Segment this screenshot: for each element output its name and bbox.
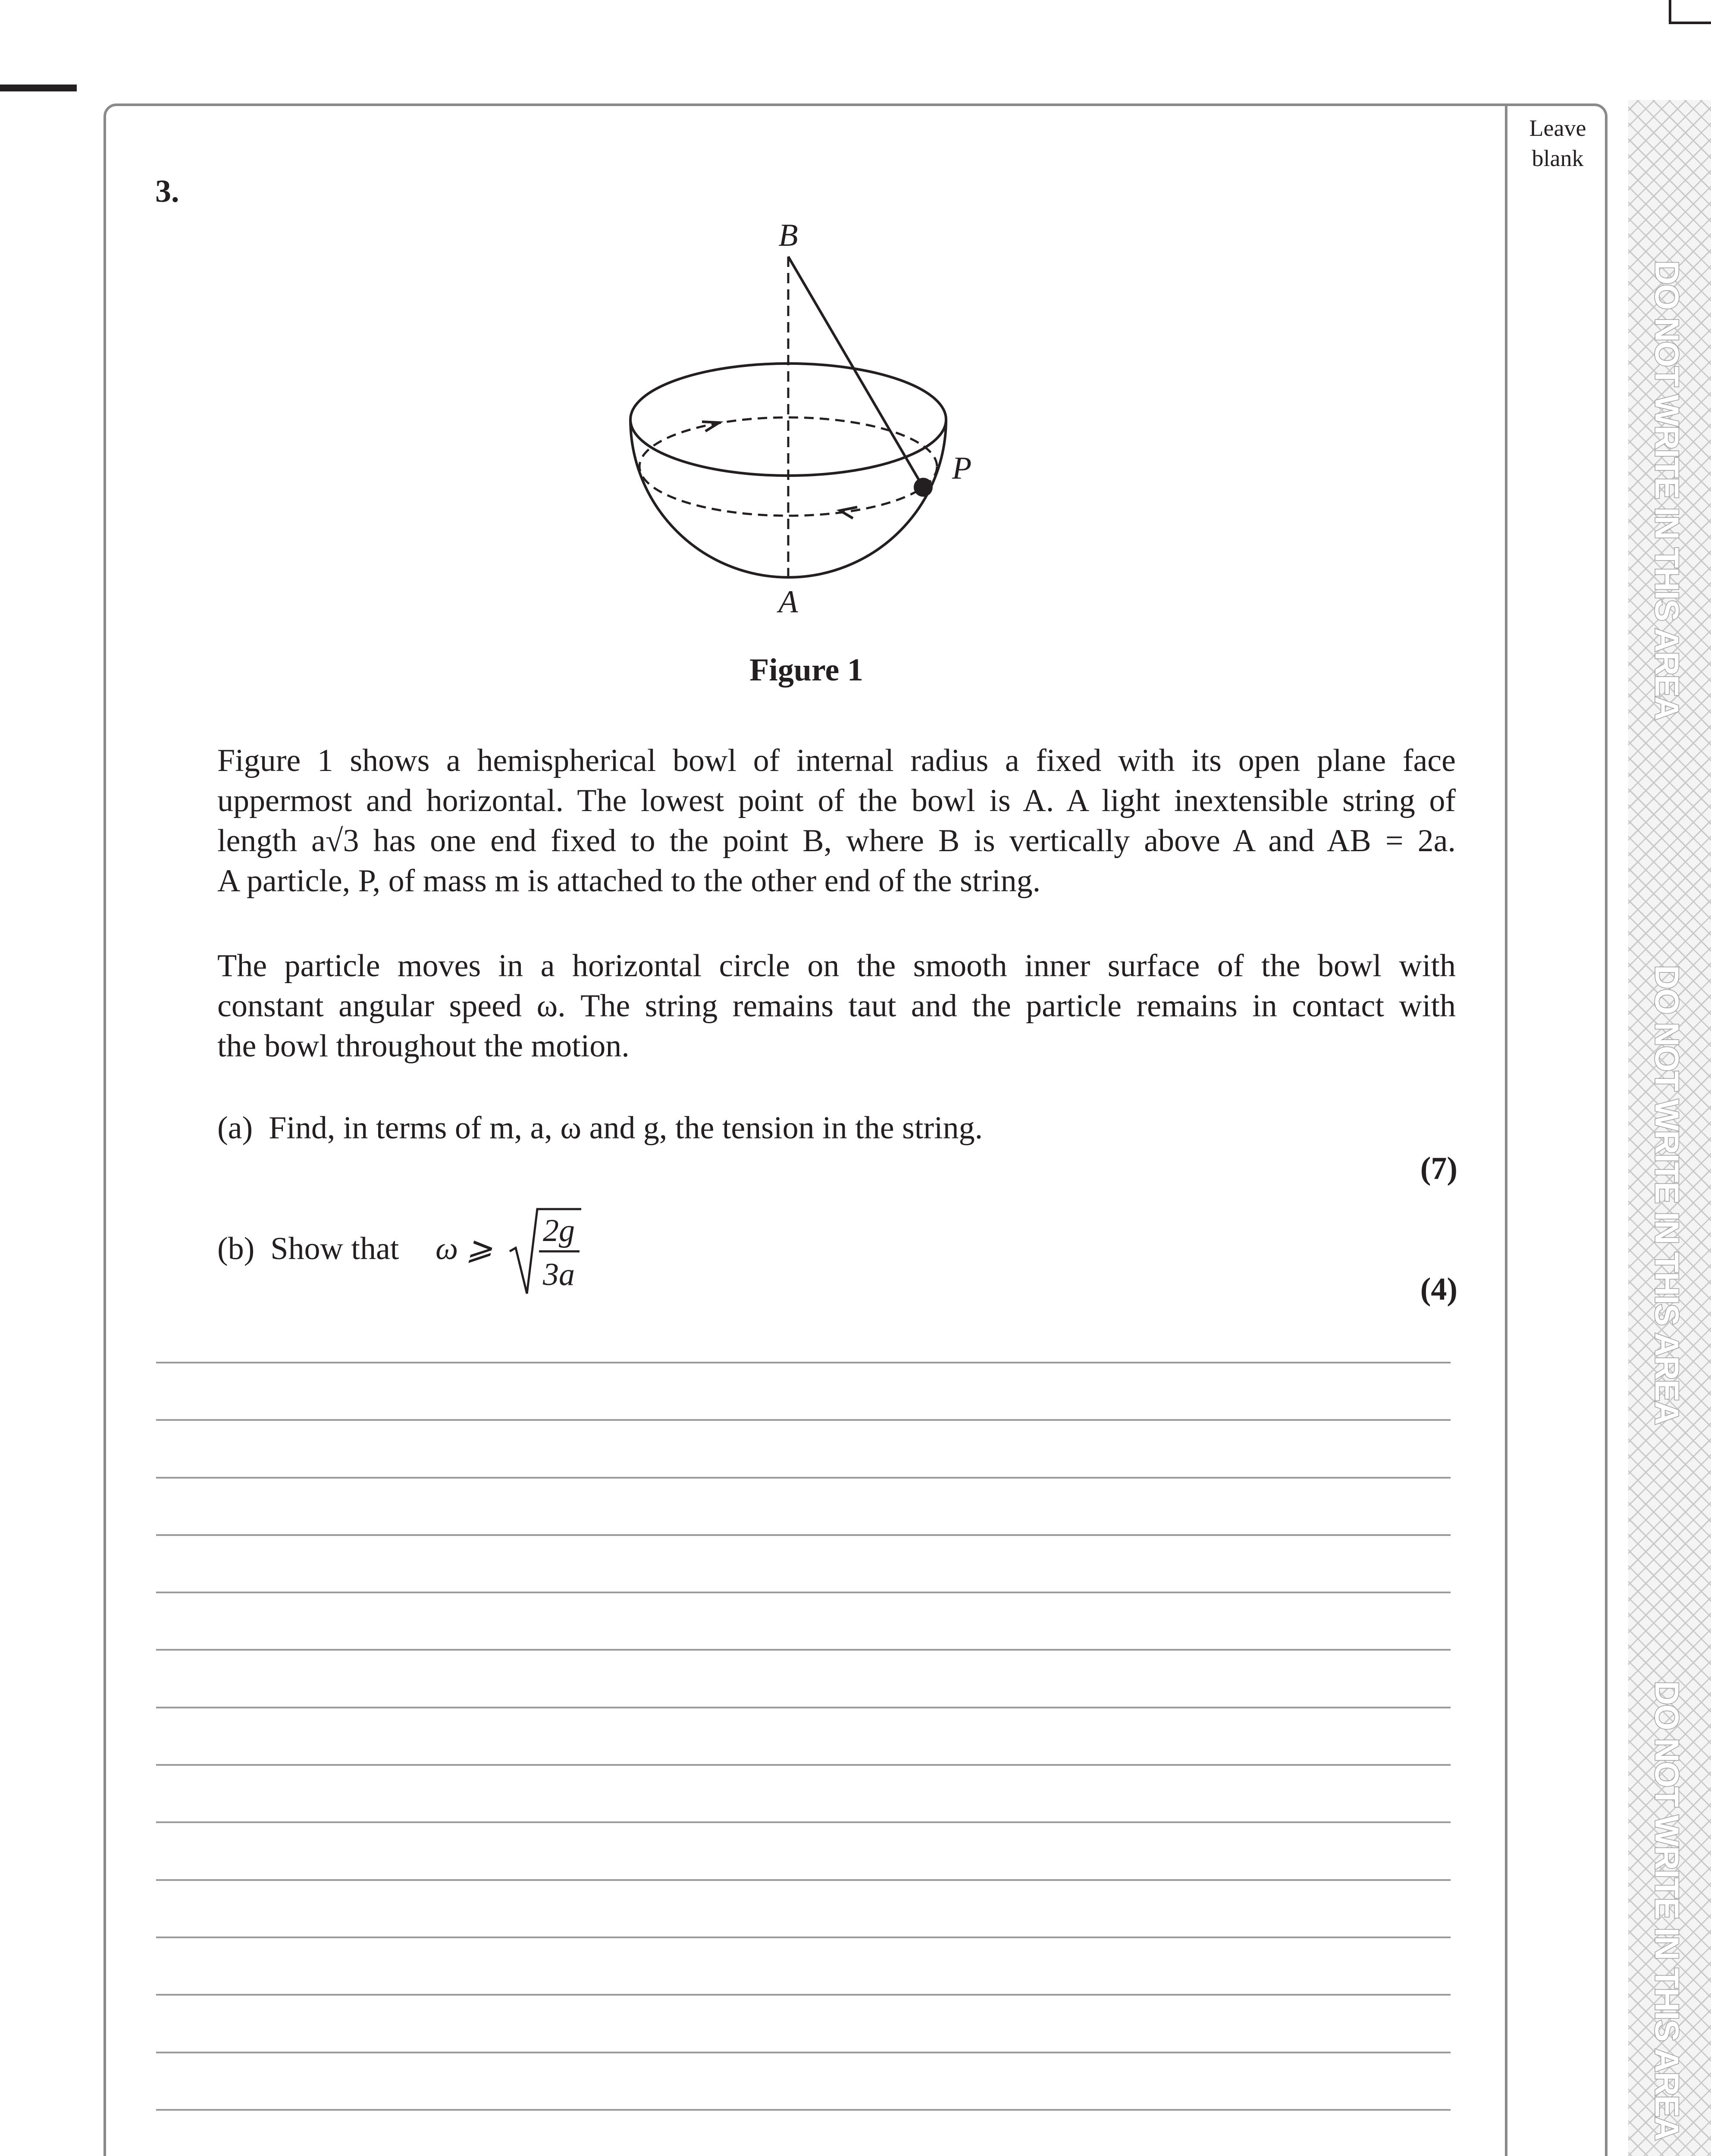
answer-area[interactable] [156, 1362, 1451, 2156]
leave-blank-line2: blank [1532, 145, 1584, 171]
formula-denominator: 3a [543, 1257, 575, 1292]
paragraph-line: A particle, P, of mass m is attached to the other end of the string. [217, 863, 1041, 899]
do-not-write-warning: DO NOT WRITE IN THIS AREA [1648, 965, 1686, 1425]
crop-mark-right-top [1669, 0, 1671, 24]
formula-lhs: ω ⩾ [436, 1231, 493, 1266]
part-b-marks: (4) [1420, 1272, 1457, 1307]
part-b [217, 1229, 399, 1269]
answer-line[interactable] [156, 1764, 1451, 1821]
paragraph-line: length a√3 has one end fixed to the point B, where B is vertically above A and AB = 2a. [217, 823, 1456, 859]
particle-dot [914, 478, 933, 497]
label-a: A [778, 584, 798, 620]
part-b-formula [431, 1203, 586, 1302]
answer-line[interactable] [156, 1937, 1451, 1994]
leave-blank-line1: Leave [1529, 115, 1586, 141]
answer-line[interactable] [156, 1821, 1451, 1879]
paragraph-line: uppermost and horizontal. The lowest point of the bowl is A. A light inextensible string of [217, 783, 1456, 818]
direction-arrow-icon [840, 507, 857, 518]
question-paragraph-2 [217, 946, 1456, 1066]
paragraph-line: constant angular speed ω. The string remains taut and the particle remains in contact with [217, 988, 1456, 1024]
answer-line[interactable] [156, 1534, 1451, 1592]
answer-line[interactable] [156, 2052, 1451, 2109]
formula-numerator: 2g [543, 1213, 575, 1248]
part-a-label: (a) [217, 1110, 253, 1146]
answer-line[interactable] [156, 1592, 1451, 1649]
answer-line[interactable] [156, 1477, 1451, 1534]
paragraph-line: the bowl throughout the motion. [217, 1028, 630, 1064]
do-not-write-warning: DO NOT WRITE IN THIS AREA [1648, 260, 1686, 720]
hemispherical-bowl-figure [604, 211, 1018, 625]
part-a-marks: (7) [1420, 1151, 1457, 1186]
answer-line[interactable] [156, 1362, 1451, 1419]
answer-line[interactable] [156, 1707, 1451, 1764]
answer-line[interactable] [156, 2109, 1451, 2156]
answer-line[interactable] [156, 1649, 1451, 1706]
paragraph-line: The particle moves in a horizontal circle on the smooth inner surface of the bowl with [217, 948, 1456, 984]
label-p: P [952, 451, 972, 486]
question-number: 3. [155, 174, 179, 209]
question-paragraph-1 [217, 741, 1456, 901]
do-not-write-warning: DO NOT WRITE IN THIS AREA [1648, 1681, 1686, 2140]
part-b-text: Show that [270, 1231, 399, 1266]
part-a-text: Find, in terms of m, a, ω and g, the tension in the string. [269, 1110, 983, 1146]
part-b-label: (b) [217, 1231, 255, 1266]
part-a [217, 1108, 983, 1148]
label-b: B [778, 218, 798, 253]
crop-mark-left-top [0, 85, 77, 91]
leave-blank-divider [1505, 106, 1507, 2156]
answer-line[interactable] [156, 1419, 1451, 1476]
crop-mark-right-top-h [1671, 22, 1711, 24]
string [788, 257, 923, 487]
answer-line[interactable] [156, 1994, 1451, 2051]
leave-blank-label [1509, 113, 1606, 173]
paragraph-line: Figure 1 shows a hemispherical bowl of internal radius a fixed with its open plane face [217, 743, 1456, 778]
answer-line[interactable] [156, 1879, 1451, 1937]
figure-caption: Figure 1 [749, 652, 863, 688]
